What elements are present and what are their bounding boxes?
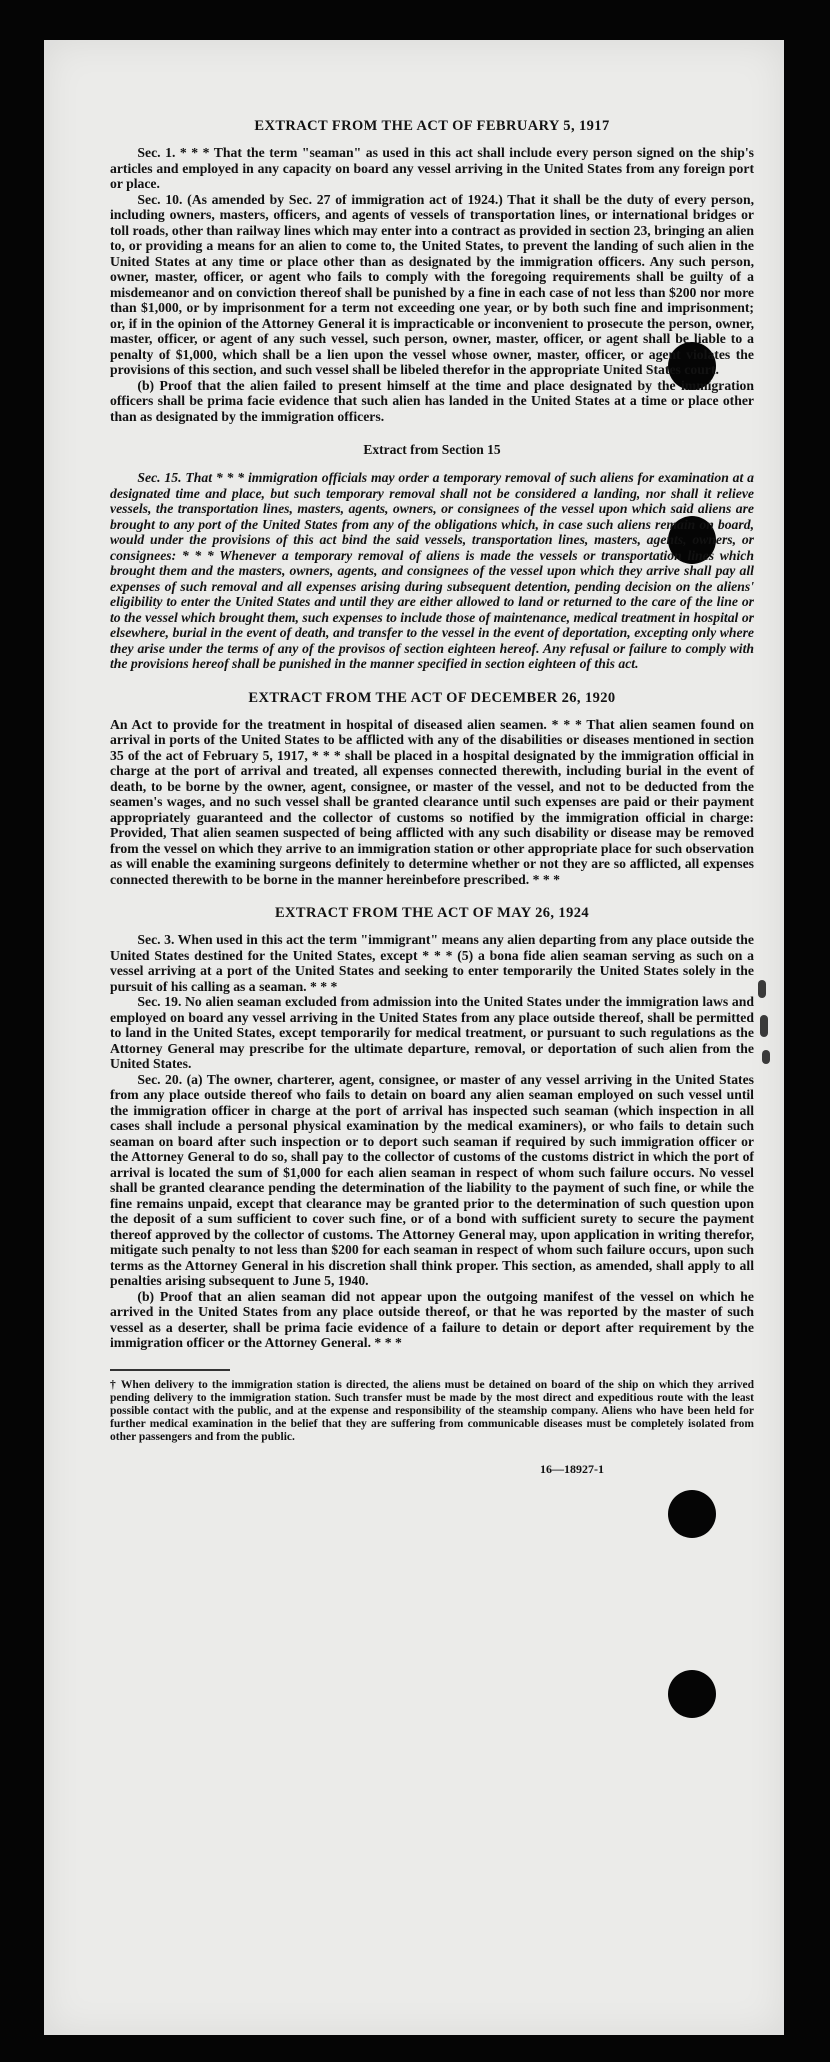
margin-mark bbox=[762, 1050, 770, 1064]
punch-hole bbox=[668, 1490, 716, 1538]
margin-mark bbox=[758, 980, 766, 998]
section-10-b-paragraph: (b) Proof that the alien failed to present himself at the time and place designated by the immigration officers shall be prima facie evidence that such alien has landed in the United States at a time or place other than as designated by the immigration officers. bbox=[110, 377, 754, 424]
section-15-subtitle: Extract from Section 15 bbox=[363, 442, 501, 457]
form-number: 16—18927-1 bbox=[540, 1461, 604, 1476]
document-page bbox=[44, 40, 784, 2035]
section-20-paragraph: Sec. 20. (a) The owner, charterer, agent, consignee, or master of any vessel arriving in the United States from any place outside thereof who fails to detain on board any alien seaman employed on such vessel until the immigration officer in charge at the port of arrival has inspected such seaman (which inspection in all cases shall include a personal physical examination by the medical examiners), or who fails to detain such seaman on board after such inspection or to deport such seaman if required by such immigration officer or the Attorney General to do so, shall pay to the collector of customs of the customs district in which the port of arrival is located the sum of $1,000 for each alien seaman in respect of whom such failure occurs. No vessel shall be granted clearance pending the determination of the liability to the payment of such fine, or while the fine remains unpaid, except that clearance may be granted prior to the determination of such question upon the deposit of a sum sufficient to cover such fine, or of a bond with sufficient surety to secure the payment thereof approved by the collector of customs. The Attorney General may, upon application in writing therefor, mitigate such penalty to not less than $200 for each seaman in respect of whom such failure occurs, upon such terms as the Attorney General in his discretion shall think proper. This section, as amended, shall apply to all penalties arising subsequent to June 5, 1940. bbox=[110, 1071, 754, 1288]
footnote-divider bbox=[110, 1369, 230, 1371]
section-1-paragraph: Sec. 1. * * * That the term "seaman" as used in this act shall include every person signed on the ship's articles and employed in any capacity on board any vessel arriving in the United States from any foreign port or place. bbox=[110, 145, 754, 191]
section-title-1917: EXTRACT FROM THE ACT OF FEBRUARY 5, 1917 bbox=[254, 118, 610, 134]
document-content bbox=[110, 118, 754, 1477]
footnote: † When delivery to the immigration station is directed, the aliens must be detained on board of the ship on which they arrived pending delivery to the immigration station. Such transfer must be made by the most direct and expeditious route with the least possible contact with the public, and at the expense and responsibility of the steamship company. Aliens who have been held for further medical examination in the belief that they are suffering from communicable diseases must be completely isolated from other passengers and from the public. bbox=[110, 1378, 754, 1443]
section-10-paragraph: Sec. 10. (As amended by Sec. 27 of immigration act of 1924.) That it shall be the duty of every person, including owners, masters, officers, and agents of vessels of transportation lines, or international bridges or toll roads, other than railway lines which may enter into a contract as provided in section 23, bringing an alien to, or providing a means for an alien to come to, the United States, to prevent the landing of such alien in the United States at any time or place other than as designated by the immigration officers. Any such person, owner, master, officer, or agent who fails to comply with the foregoing requirements shall be guilty of a misdemeanor and on conviction thereof shall be punished by a fine in each case of not less than $200 nor more than $1,000, or by imprisonment for a term not exceeding one year, or by both such fine and imprisonment; or, if in the opinion of the Attorney General it is impracticable or inconvenient to prosecute the person, owner, master, officer, or agent of any such vessel, such person, owner, master, officer, or agent shall be liable to a penalty of $1,000, which shall be a lien upon the vessel whose owner, master, officer, or agent violates the provisions of this section, and such vessel shall be libeled therefor in the appropriate United States court. bbox=[110, 191, 754, 377]
section-20-b-paragraph: (b) Proof that an alien seaman did not appear upon the outgoing manifest of the vessel on which he arrived in the United States from any place outside thereof, or that he was reported by the master of such vessel as a deserter, shall be prima facie evidence of a failure to detain or deport after requirement by the immigration officer or the Attorney General. * * * bbox=[110, 1288, 754, 1350]
section-title-1920: EXTRACT FROM THE ACT OF DECEMBER 26, 1920 bbox=[248, 689, 616, 706]
section-3-paragraph: Sec. 3. When used in this act the term "immigrant" means any alien departing from any place outside the United States destined for the United States, except * * * (5) a bona fide alien seaman serving as such on a vessel arriving at a port of the United States and seeking to enter temporarily the United States solely in the pursuit of his calling as a seaman. * * * bbox=[110, 932, 754, 994]
section-title-1924: EXTRACT FROM THE ACT OF MAY 26, 1924 bbox=[274, 905, 590, 921]
act-1920-paragraph: An Act to provide for the treatment in hospital of diseased alien seamen. * * * That alien seamen found on arrival in ports of the United States to be afflicted with any of the disabilities or diseases mentioned in section 35 of the act of February 5, 1917, * * * shall be placed in a hospital designated by the immigration official in charge at the port of arrival and treated, all expenses connected therewith, including burial in the event of death, to be borne by the owner, agent, consignee, or master of the vessel, and not to be deducted from the seamen's wages, and no such vessel shall be granted clearance until such expenses are paid or their payment appropriately guaranteed and the collector of customs so notified by the immigration official in charge: Provided, That alien seamen suspected of being afflicted with any such disability or disease may be removed from the vessel on which they arrive to an immigration station or other appropriate place for such observation as will enable the examining surgeons definitely to determine whether or not they are so afflicted, all expenses connected therewith to be borne in the manner hereinbefore prescribed. * * * bbox=[110, 716, 754, 887]
section-19-paragraph: Sec. 19. No alien seaman excluded from admission into the United States under the immigration laws and employed on board any vessel arriving in the United States from any place outside thereof, shall be permitted to land in the United States, except temporarily for medical treatment, or pursuant to such regulations as the Attorney General may prescribe for the ultimate departure, removal, or deportation of such alien from the United States. bbox=[110, 994, 754, 1071]
section-15-paragraph: Sec. 15. That * * * immigration officials may order a temporary removal of such aliens for examination at a designated time and place, but such temporary removal shall not be considered a landing, nor shall it relieve vessels, the transportation lines, masters, agents, owners, or consignees of the vessel upon which said aliens are brought to any port of the United States from any of the obligations which, in case such aliens remain on board, would under the provisions of this act bind the said vessels, transportation lines, masters, agents, owners, or consignees: * * * Whenever a temporary removal of aliens is made the vessels or transportation lines which brought them and the masters, owners, agents, and consignees of the vessel upon which they arrive shall pay all expenses of such removal and all expenses arising during subsequent detention, pending decision on the aliens' eligibility to enter the United States and until they are either allowed to land or returned to the care of the line or to the vessel which brought them, such expenses to include those of maintenance, medical treatment in hospital or elsewhere, burial in the event of death, and transfer to the vessel in the event of deportation, excepting only where they arise under the terms of any of the provisos of section eighteen hereof. Any refusal or failure to comply with the provisions hereof shall be punished in the manner specified in section eighteen of this act. bbox=[110, 470, 754, 671]
margin-mark bbox=[760, 1015, 768, 1037]
punch-hole bbox=[668, 1670, 716, 1718]
